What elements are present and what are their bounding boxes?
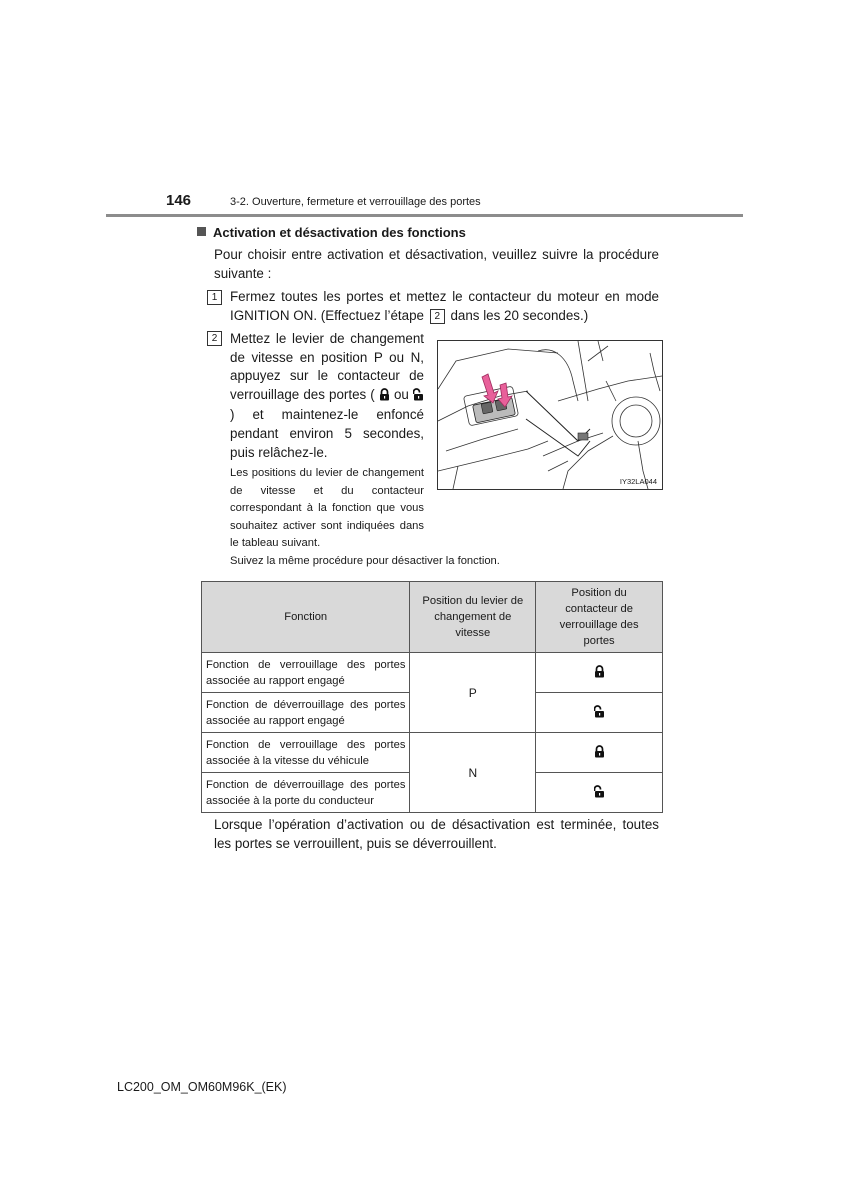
- illustration-drawing: [438, 341, 662, 489]
- lock-open-icon: [594, 705, 605, 718]
- header-switch-position: Position du contacteur de verrouillage des portes: [536, 582, 663, 653]
- step-number-1: 1: [207, 290, 222, 305]
- function-table: [201, 581, 663, 813]
- function-cell: Fonction de verrouillage des portes associée au rapport engagé: [202, 653, 410, 693]
- switch-position-cell: [536, 693, 663, 733]
- section-heading: [197, 225, 466, 240]
- intro-paragraph: Pour choisir entre activation et désactivation, veuillez suivre la procédure suivante :: [214, 247, 659, 281]
- header-divider: [106, 214, 743, 217]
- shift-position-cell: P: [410, 653, 536, 733]
- section-title: 3-2. Ouverture, fermeture et verrouillage des portes: [230, 196, 481, 208]
- heading-text: Activation et désactivation des fonctions: [213, 225, 466, 240]
- door-lock-switch-illustration: [437, 340, 663, 490]
- table-row: [202, 653, 663, 693]
- lock-closed-icon: [594, 745, 605, 758]
- function-cell: Fonction de déverrouillage des portes associée à la porte du conducteur: [202, 773, 410, 813]
- table-row: [202, 733, 663, 773]
- closing-paragraph: Lorsque l’opération d’activation ou de désactivation est terminée, toutes les portes se verrouillent, puis se déverrouillent.: [214, 817, 659, 851]
- lock-closed-icon: [594, 665, 605, 678]
- illustration-code: IY32LA044: [619, 477, 657, 486]
- lock-closed-icon: [379, 388, 390, 407]
- step-2-text-a: Mettez le levier de changement de vitesse en position P ou N, appuyez sur le contacteur de verrouillage des portes (: [230, 331, 424, 402]
- step-1-text-a: Fermez toutes les portes et mettez le contacteur du moteur en mode IGNITION ON. (Effectuez l’étape: [230, 289, 659, 323]
- step-2-text-c: ) et maintenez-le enfoncé pendant environ 5 secondes, puis relâchez-le.: [230, 407, 424, 460]
- lock-open-icon: [413, 388, 424, 407]
- shift-position-cell: N: [410, 733, 536, 813]
- table-header-row: [202, 582, 663, 653]
- step-number-2: 2: [207, 331, 222, 346]
- step-2-text: [230, 330, 424, 462]
- footer-code: LC200_OM_OM60M96K_(EK): [117, 1080, 287, 1094]
- step-2-text-b: ou: [393, 386, 409, 402]
- function-cell: Fonction de déverrouillage des portes associée au rapport engagé: [202, 693, 410, 733]
- lock-open-icon: [594, 785, 605, 798]
- header-function: Fonction: [202, 582, 410, 653]
- switch-position-cell: [536, 773, 663, 813]
- page-number: 146: [166, 192, 192, 209]
- switch-position-cell: [536, 733, 663, 773]
- deactivate-note: Suivez la même procédure pour désactiver la fonction.: [230, 555, 500, 567]
- step-ref-2: 2: [430, 309, 445, 324]
- step-2-note: Les positions du levier de changement de vitesse et du contacteur correspondant à la fonction que vous souhaitez activer sont indiquées dans le tableau suivant.: [230, 467, 424, 549]
- function-cell: Fonction de verrouillage des portes associée à la vitesse du véhicule: [202, 733, 410, 773]
- step-1-text-b: dans les 20 secondes.): [450, 308, 589, 323]
- header-shift-position: Position du levier de changement de vitesse: [410, 582, 536, 653]
- switch-position-cell: [536, 653, 663, 693]
- bullet-square-icon: [197, 227, 206, 236]
- step-1-text: [230, 287, 659, 325]
